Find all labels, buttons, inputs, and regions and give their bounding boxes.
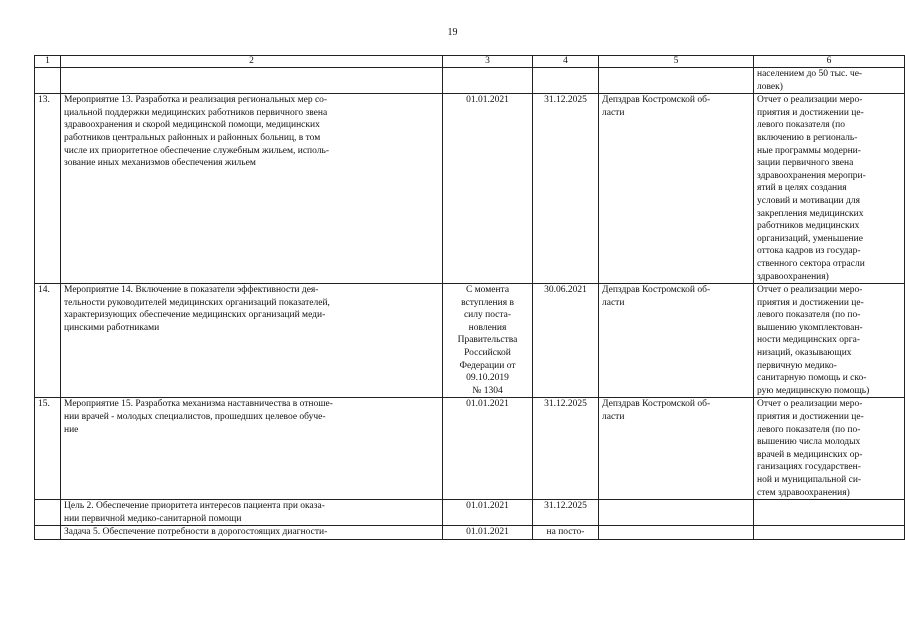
row-number [35, 68, 61, 94]
column-number: 3 [443, 56, 533, 68]
end-date: 31.12.2025 [533, 398, 599, 500]
measure-name: Мероприятие 14. Включение в показатели эффективности дея- тельности руководителей медицинских организаций показателей, характеризующих обеспечение медицинских организаций меди- цинскими работниками [61, 284, 443, 398]
end-date: 31.12.2025 [533, 94, 599, 284]
row-number: 13. [35, 94, 61, 284]
measure-name: Мероприятие 13. Разработка и реализация региональных мер со- циальной поддержки медицинских работников первичного звена здравоохранения и скорой медицинской помощи, медицинских работников центральных районных и районных больниц, в том числе их приоритетное обеспечение служебным жильем, исполь- зование иных механизмов обеспечения жильем [61, 94, 443, 284]
task-name: Задача 5. Обеспечение потребности в дорогостоящих диагности- [61, 526, 443, 540]
table-row [35, 500, 905, 526]
measure-name: Мероприятие 15. Разработка механизма наставничества в отноше- нии врачей - молодых специалистов, прошедших целевое обуче- ние [61, 398, 443, 500]
start-date: 01.01.2021 [443, 526, 533, 540]
expected-result: Отчет о реализации меро- приятия и достижении це- левого показателя (по по- вышению числа молодых врачей в медицинских ор- ганизациях государствен- ной и муниципальной си- стем здравоохранения) [754, 398, 905, 500]
start-date: 01.01.2021 [443, 94, 533, 284]
column-number: 2 [61, 56, 443, 68]
end-date: 31.12.2025 [533, 500, 599, 526]
table-row [35, 284, 905, 398]
table-row [35, 94, 905, 284]
end-date: на посто- [533, 526, 599, 540]
executor: Депздрав Костромской об- ласти [599, 398, 754, 500]
column-number: 5 [599, 56, 754, 68]
goal-name: Цель 2. Обеспечение приоритета интересов пациента при оказа- нии первичной медико-санитарной помощи [61, 500, 443, 526]
column-number: 6 [754, 56, 905, 68]
measures-table [34, 55, 905, 540]
column-number: 1 [35, 56, 61, 68]
row-number [35, 500, 61, 526]
table-row [35, 398, 905, 500]
expected-result: населением до 50 тыс. че- ловек) [754, 68, 905, 94]
column-numbers-row [35, 56, 905, 68]
expected-result [754, 500, 905, 526]
executor [599, 526, 754, 540]
expected-result [754, 526, 905, 540]
row-number: 15. [35, 398, 61, 500]
executor: Депздрав Костромской об- ласти [599, 94, 754, 284]
row-number [35, 526, 61, 540]
start-date: 01.01.2021 [443, 500, 533, 526]
column-number: 4 [533, 56, 599, 68]
page-number: 19 [447, 27, 458, 38]
executor [599, 68, 754, 94]
measure-name [61, 68, 443, 94]
end-date [533, 68, 599, 94]
expected-result: Отчет о реализации меро- приятия и достижении це- левого показателя (по по- вышению укомплектован- ности медицинских орга- низаций, оказывающих первичную медико- санитарную помощь и ско- рую медицинскую помощь) [754, 284, 905, 398]
expected-result: Отчет о реализации меро- приятия и достижении це- левого показателя (по включению в региональ- ные программы модерни- зации первичного звена здравоохранения меропри- ятий в целях создания условий и мотивации для закрепления медицинских работников медицинских организаций, уменьшение оттока кадров из государ- ственного сектора отрасли здравоохранения) [754, 94, 905, 284]
executor [599, 500, 754, 526]
start-date [443, 68, 533, 94]
row-number: 14. [35, 284, 61, 398]
start-date: 01.01.2021 [443, 398, 533, 500]
table-row [35, 526, 905, 540]
start-date: С момента вступления в силу поста- новления Правительства Российской Федерации от 09.10.2019 № 1304 [443, 284, 533, 398]
executor: Депздрав Костромской об- ласти [599, 284, 754, 398]
table-row [35, 68, 905, 94]
end-date: 30.06.2021 [533, 284, 599, 398]
